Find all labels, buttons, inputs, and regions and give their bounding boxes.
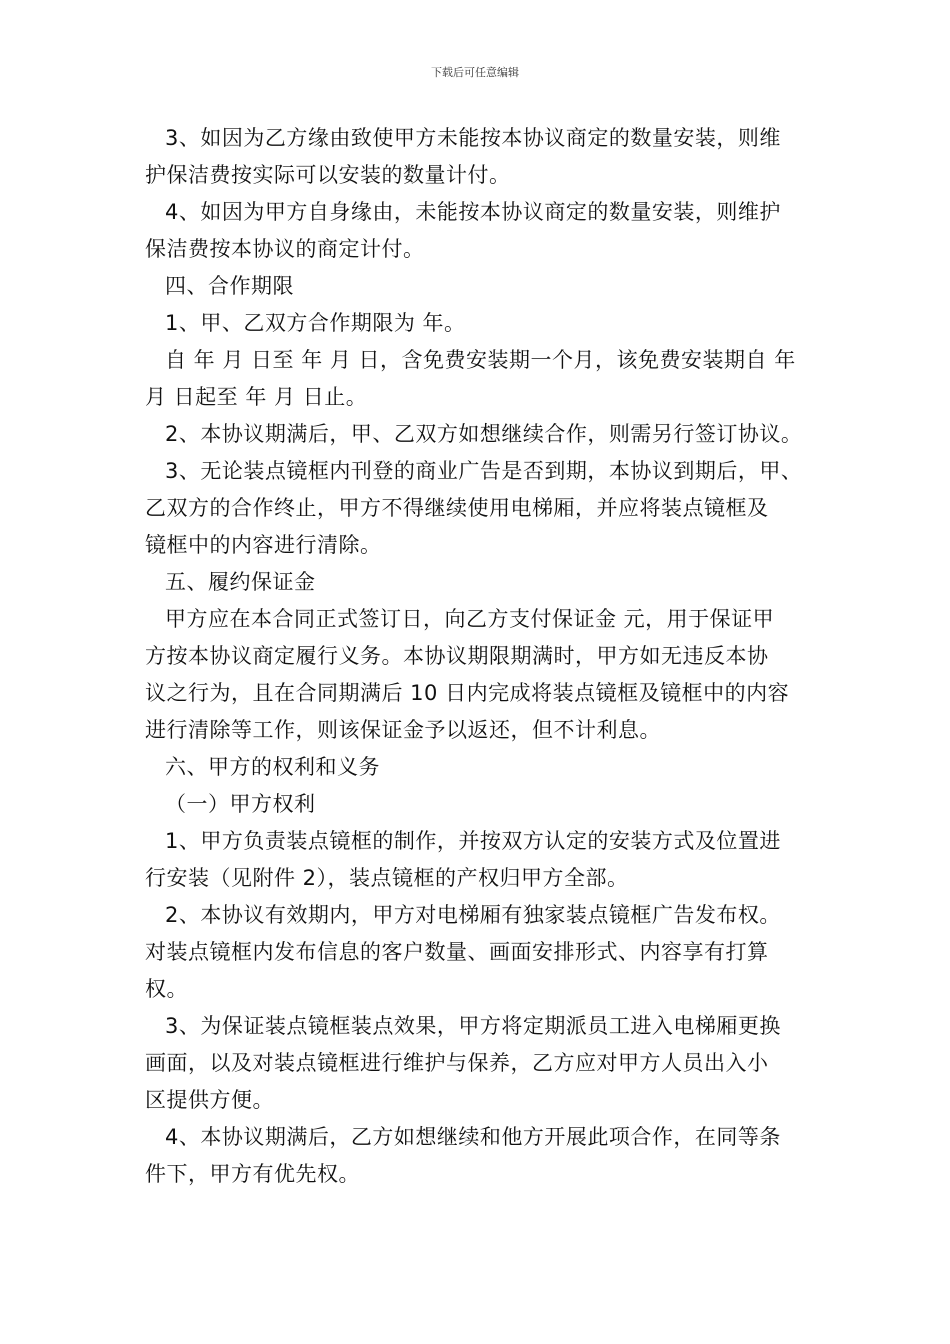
text-line: 保洁费按本协议的商定计付。 (145, 237, 425, 261)
text-line: 月 日起至 年 月 日止。 (145, 385, 368, 409)
text-line: 自 年 月 日至 年 月 日，含免费安装期一个月，该免费安装期自 年 (165, 348, 796, 372)
text-line: 对装点镜框内发布信息的客户数量、画面安排形式、内容享有打算 (145, 940, 769, 964)
text-line: 3、如因为乙方缘由致使甲方未能按本协议商定的数量安装，则维 (165, 126, 781, 150)
text-line: 权。 (145, 977, 188, 1001)
section-heading: 六、甲方的权利和义务 (165, 755, 380, 779)
text-line: 方按本协议商定履行义务。本协议期限期满时，甲方如无违反本协 (145, 644, 769, 668)
section-heading: 五、履约保证金 (165, 570, 316, 594)
text-line: 1、甲、乙双方合作期限为 年。 (165, 311, 466, 335)
page-header: 下载后可任意编辑 (431, 66, 519, 79)
text-line: 行安装（见附件 2），装点镜框的产权归甲方全部。 (145, 866, 629, 890)
text-line: 进行清除等工作，则该保证金予以返还，但不计利息。 (145, 718, 661, 742)
text-line: 2、本协议期满后，甲、乙双方如想继续合作，则需另行签订协议。 (165, 422, 803, 446)
text-line: 甲方应在本合同正式签订日，向乙方支付保证金 元，用于保证甲 (165, 607, 775, 631)
text-line: 4、如因为甲方自身缘由，未能按本协议商定的数量安装，则维护 (165, 200, 781, 224)
text-line: 议之行为，且在合同期满后 10 日内完成将装点镜框及镜框中的内容 (145, 681, 790, 705)
text-line: 护保洁费按实际可以安装的数量计付。 (145, 163, 511, 187)
text-line: 画面，以及对装点镜框进行维护与保养，乙方应对甲方人员出入小 (145, 1051, 769, 1075)
text-line: 3、为保证装点镜框装点效果，甲方将定期派员工进入电梯厢更换 (165, 1014, 781, 1038)
section-heading: 四、合作期限 (165, 274, 294, 298)
text-line: 区提供方便。 (145, 1088, 274, 1112)
text-line: 乙双方的合作终止，甲方不得继续使用电梯厢，并应将装点镜框及 (145, 496, 769, 520)
text-line: 件下，甲方有优先权。 (145, 1162, 360, 1186)
text-line: 3、无论装点镜框内刊登的商业广告是否到期，本协议到期后，甲、 (165, 459, 803, 483)
text-line: 2、本协议有效期内，甲方对电梯厢有独家装点镜框广告发布权。 (165, 903, 781, 927)
subsection-heading: （一）甲方权利 (165, 792, 316, 816)
text-line: 镜框中的内容进行清除。 (145, 533, 382, 557)
document-body (145, 120, 810, 1193)
text-line: 4、本协议期满后，乙方如想继续和他方开展此项合作，在同等条 (165, 1125, 781, 1149)
text-line: 1、甲方负责装点镜框的制作，并按双方认定的安装方式及位置进 (165, 829, 781, 853)
